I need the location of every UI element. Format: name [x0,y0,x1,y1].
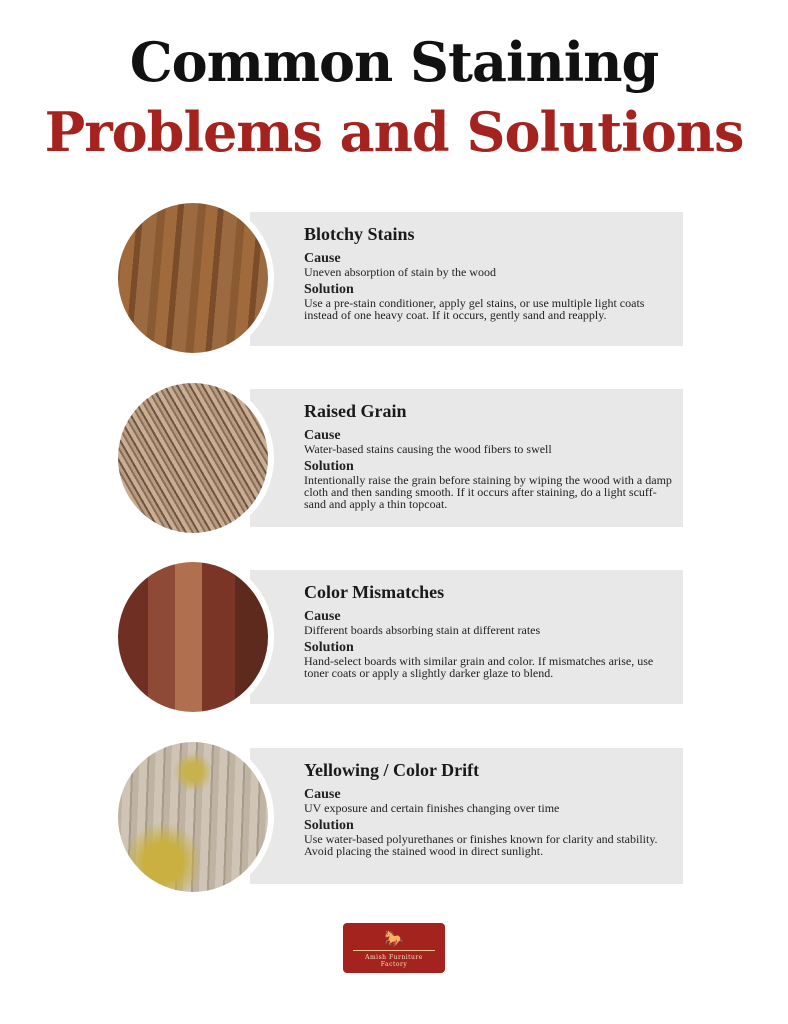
solution-text: Use a pre-stain conditioner, apply gel stains, or use multiple light coats instead of one heavy coat. If it occurs, gently sand and reapply. [304,296,645,322]
buggy-horse-icon: 🐎 [384,929,404,948]
cause-text: Water-based stains causing the wood fibers to swell [304,442,552,456]
solution-label: Solution [304,459,354,474]
problem-card [250,212,683,346]
problem-card [250,389,683,527]
problem-card [250,748,683,884]
cause-text: Uneven absorption of stain by the wood [304,265,496,279]
title-line-1: Common Staining [129,30,659,94]
problem-title: Color Mismatches [304,582,445,602]
wood-photo-yellowing [112,736,274,898]
solution-text: Hand-select boards with similar grain and color. If mismatches arise, use toner coats or apply a slightly darker glaze to blend. [304,654,654,680]
solution-text: Intentionally raise the grain before staining by wiping the wood with a damp cloth and then sanding smooth. If it occurs after staining, do a light scuff-sand and apply a thin topcoat. [304,473,672,511]
title-line-2: Problems and Solutions [44,100,744,164]
cause-text: UV exposure and certain finishes changing over time [304,801,560,815]
solution-label: Solution [304,640,354,655]
solution-text: Use water-based polyurethanes or finishes known for clarity and stability. Avoid placing the stained wood in direct sunlight. [304,832,658,858]
cause-label: Cause [304,251,341,266]
wood-photo-blotchy [112,197,274,359]
wood-photo-color-mismatch [112,556,274,718]
problem-card [250,570,683,704]
cause-text: Different boards absorbing stain at different rates [304,623,541,637]
solution-label: Solution [304,818,354,833]
wood-photo-raised-grain [112,377,274,539]
logo-text: Amish Furniture Factory [353,950,435,968]
cause-label: Cause [304,787,341,802]
problem-title: Yellowing / Color Drift [304,760,480,780]
solution-label: Solution [304,282,354,297]
problem-title: Raised Grain [304,401,407,421]
brand-logo [343,923,445,973]
cause-label: Cause [304,428,341,443]
problem-title: Blotchy Stains [304,224,415,244]
cause-label: Cause [304,609,341,624]
